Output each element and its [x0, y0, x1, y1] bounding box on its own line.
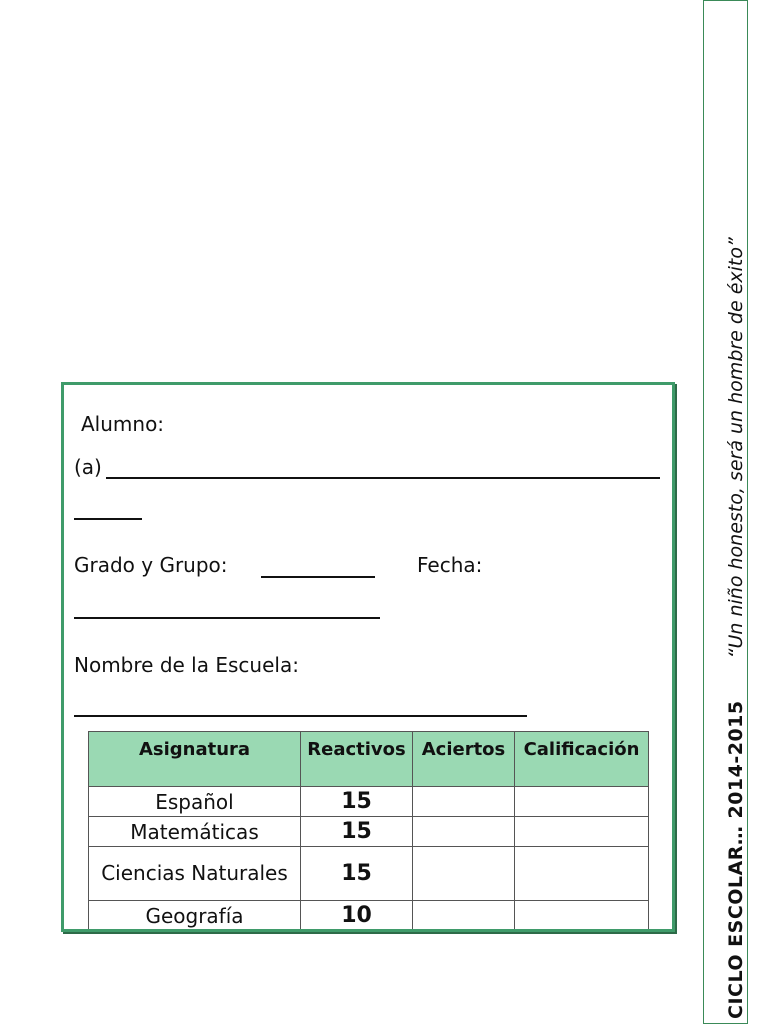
table-row [89, 901, 649, 931]
fecha-label: Fecha: [417, 553, 483, 577]
side-banner [703, 0, 748, 1024]
cell-calificacion[interactable] [515, 901, 649, 931]
cell-asignatura: Matemáticas [89, 817, 301, 847]
header-asignatura: Asignatura [89, 732, 301, 787]
cell-aciertos[interactable] [413, 901, 515, 931]
cell-asignatura: Geografía [89, 901, 301, 931]
cell-aciertos[interactable] [413, 787, 515, 817]
grado-grupo-label: Grado y Grupo: [74, 553, 228, 577]
cell-calificacion[interactable] [515, 847, 649, 901]
header-calificacion: Calificación [515, 732, 649, 787]
alumno-name-line[interactable] [106, 477, 660, 479]
table-row [89, 787, 649, 817]
school-cycle-label: CICLO ESCOLAR… 2014-2015 [724, 700, 747, 1019]
student-form-box [61, 382, 675, 932]
cell-aciertos[interactable] [413, 847, 515, 901]
cell-asignatura: Ciencias Naturales [89, 847, 301, 901]
cell-aciertos[interactable] [413, 817, 515, 847]
cell-reactivos: 10 [301, 901, 413, 931]
grado-grupo-line[interactable] [261, 576, 375, 578]
header-reactivos: Reactivos [301, 732, 413, 787]
escuela-label: Nombre de la Escuela: [74, 653, 299, 677]
header-aciertos: Aciertos [413, 732, 515, 787]
alumno-a-label: (a) [74, 455, 102, 479]
cell-asignatura: Español [89, 787, 301, 817]
grades-table [88, 731, 649, 931]
fecha-line[interactable] [74, 617, 380, 619]
alumno-name-line-continued[interactable] [74, 518, 142, 520]
alumno-label: Alumno: [81, 412, 165, 436]
cell-calificacion[interactable] [515, 817, 649, 847]
side-banner-text [713, 1, 758, 1025]
cell-reactivos: 15 [301, 787, 413, 817]
table-row [89, 847, 649, 901]
cell-reactivos: 15 [301, 817, 413, 847]
motto-text: “Un niño honesto, será un hombre de éxito” [724, 237, 747, 659]
table-header-row [89, 732, 649, 787]
escuela-line[interactable] [74, 715, 527, 717]
cell-calificacion[interactable] [515, 787, 649, 817]
table-row [89, 817, 649, 847]
cell-reactivos: 15 [301, 847, 413, 901]
